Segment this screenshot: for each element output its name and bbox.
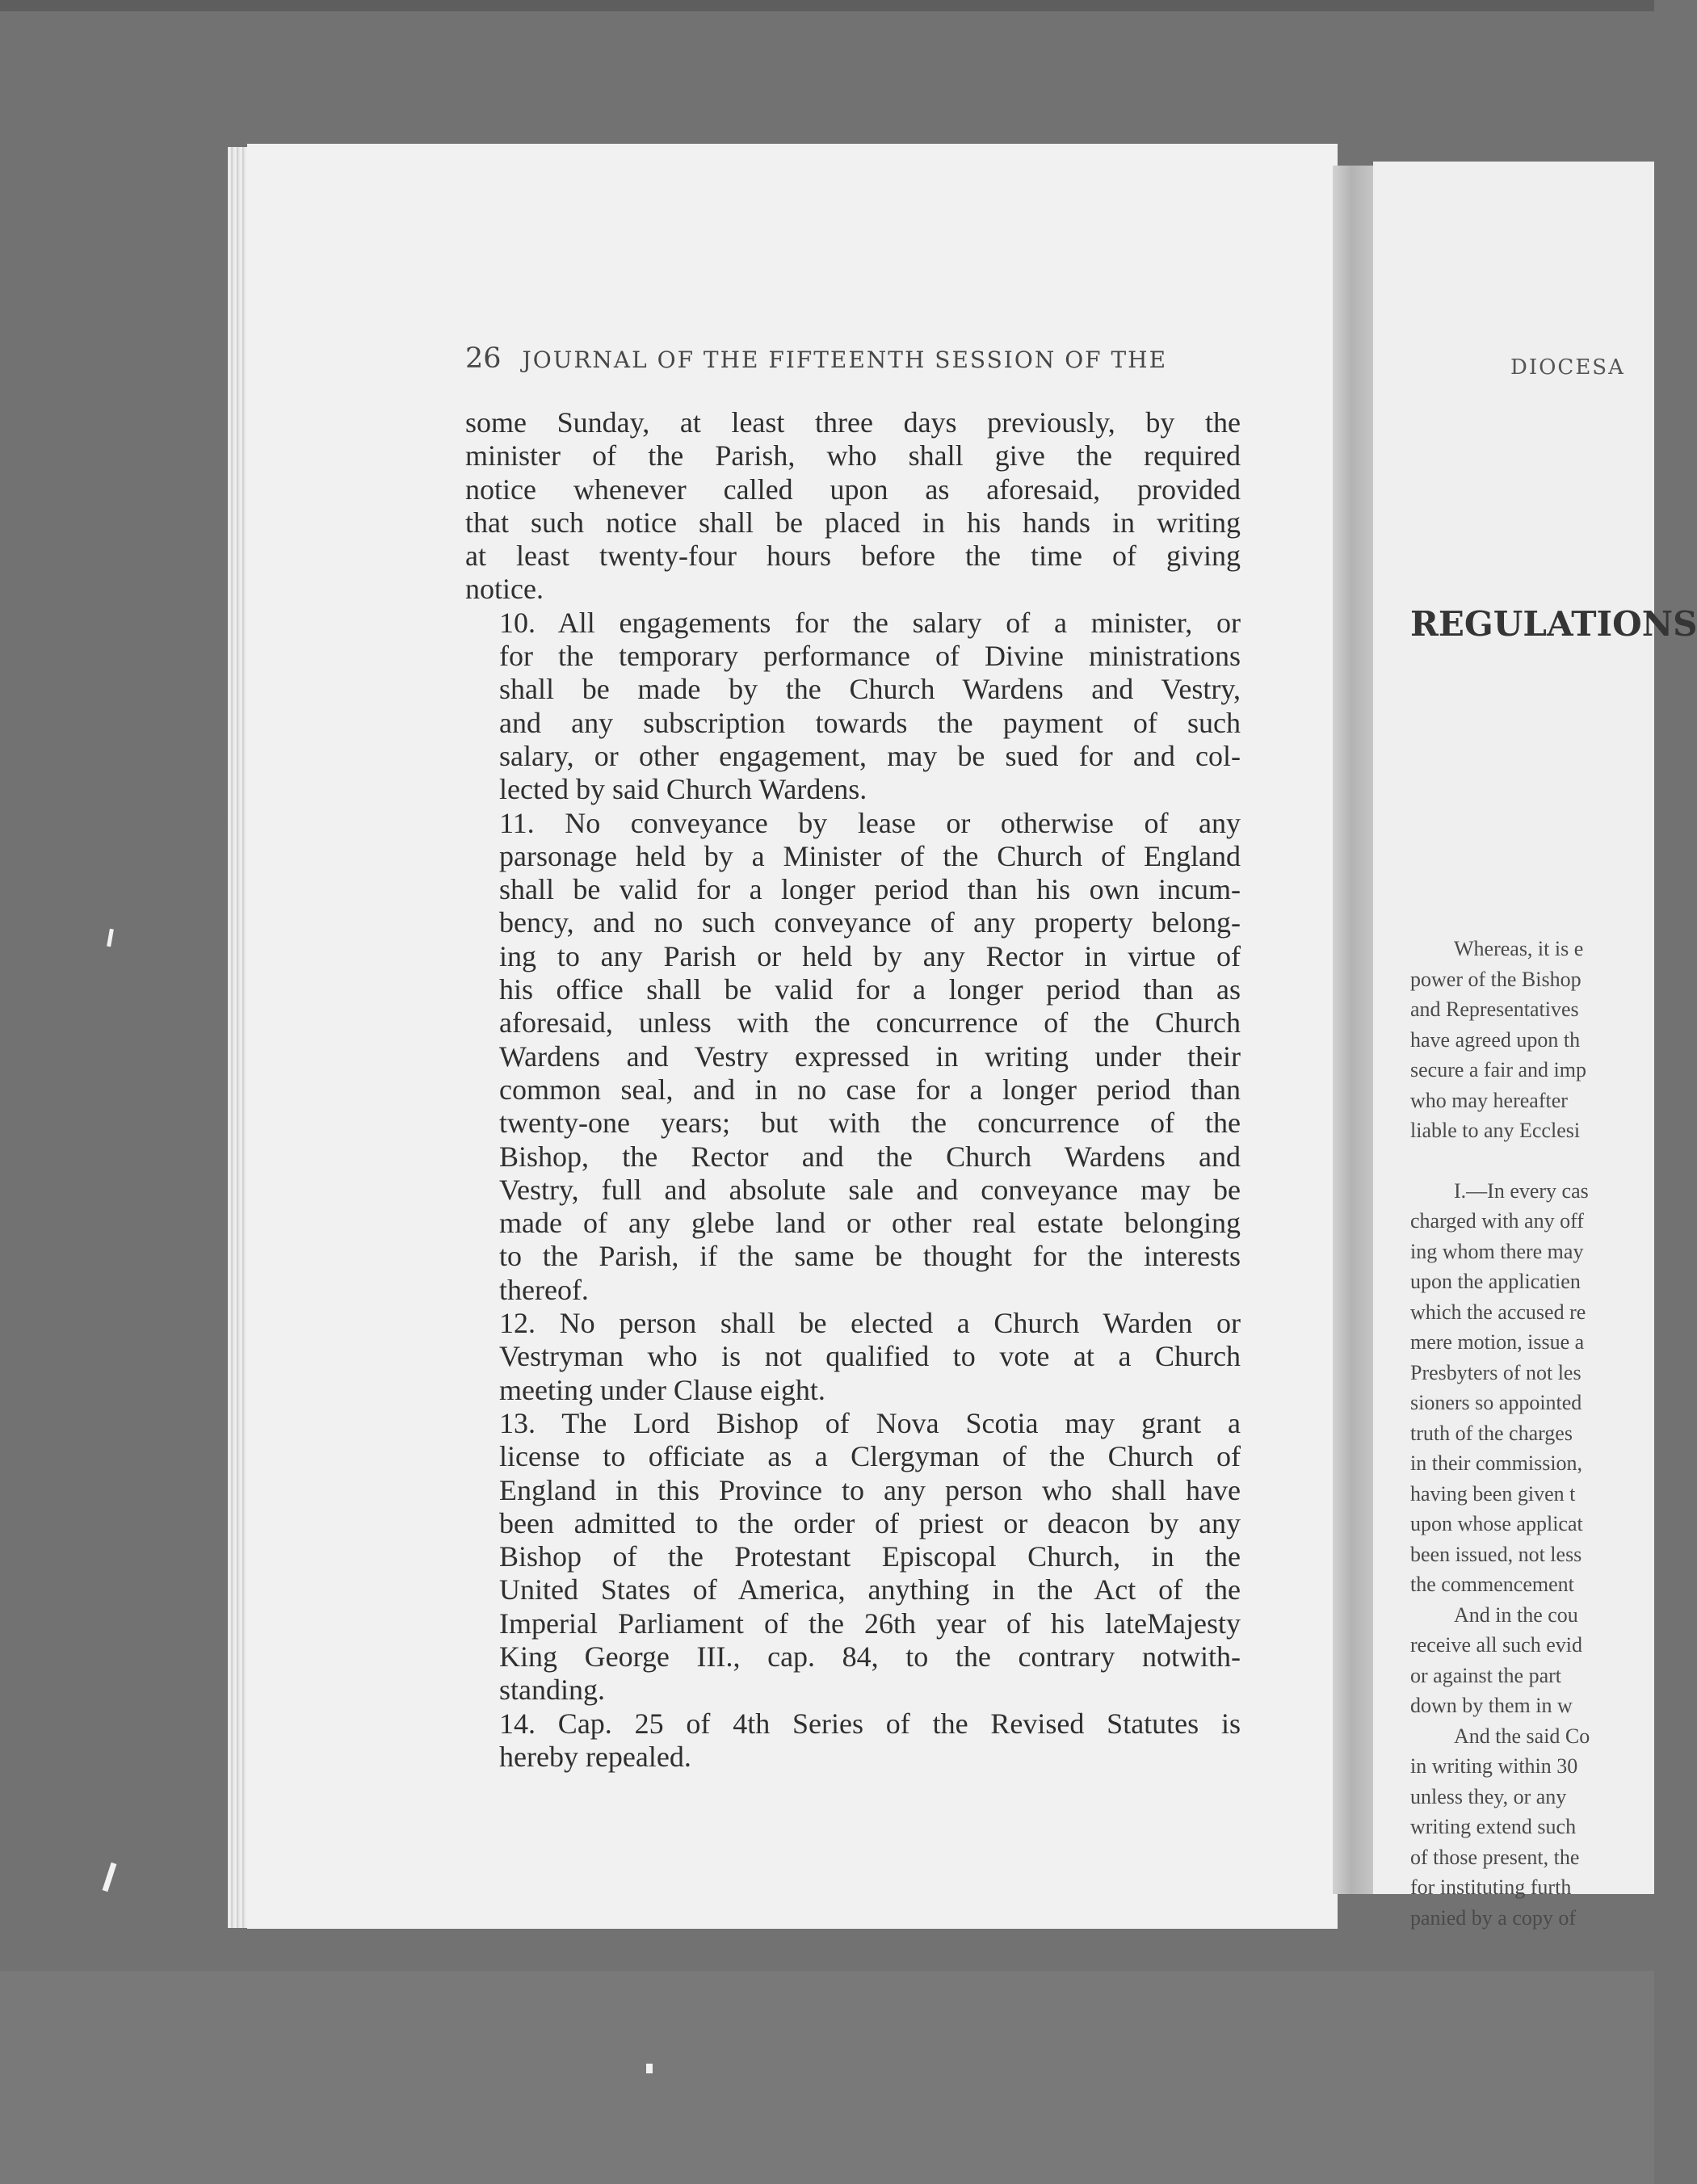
text-line: charged with any off: [1410, 1209, 1584, 1233]
regulations-title: REGULATIONS: [1410, 604, 1697, 644]
text-line: standing.: [499, 1674, 605, 1707]
text-line: and Representatives: [1410, 998, 1579, 1021]
text-line: truth of the charges: [1410, 1421, 1573, 1445]
text-line: Presbyters of not les: [1410, 1360, 1581, 1384]
text-line: sioners so appointed: [1410, 1391, 1582, 1414]
scanner-bed-top: [0, 0, 1654, 11]
text-line: England in this Province to any person who shall have: [499, 1473, 1241, 1506]
text-line: King George III., cap. 84, to the contrary notwith-: [499, 1640, 1241, 1673]
text-line: hereby repealed.: [499, 1740, 691, 1773]
paragraph: [465, 1307, 1241, 1407]
text-line: Vestry, full and absolute sale and conveyance may be: [499, 1173, 1241, 1206]
right-page: [1373, 162, 1697, 1930]
text-line: aforesaid, unless with the concurrence of the Church: [499, 1006, 1241, 1040]
text-line: for the temporary performance of Divine ministrations: [499, 640, 1241, 673]
left-page-body: [465, 406, 1241, 1774]
text-line: 11. No conveyance by lease or otherwise of any: [499, 806, 1241, 839]
text-line: Vestryman who is not qualified to vote at a Church: [499, 1340, 1241, 1373]
text-line: mere motion, issue a: [1410, 1330, 1585, 1354]
text-line: 14. Cap. 25 of 4th Series of the Revised Statutes is: [499, 1707, 1241, 1740]
text-line: receive all such evid: [1410, 1633, 1582, 1657]
text-line: secure a fair and imp: [1410, 1058, 1587, 1082]
dust-speck: [103, 1863, 117, 1892]
text-line: And in the cou: [1454, 1602, 1578, 1627]
text-line: made of any glebe land or other real estate belonging: [499, 1207, 1241, 1240]
text-line: liable to any Ecclesi: [1410, 1119, 1581, 1142]
text-line: notice.: [465, 573, 544, 606]
left-running-head: [465, 342, 1241, 375]
paragraph: [465, 1407, 1241, 1707]
text-line: writing extend such: [1410, 1815, 1577, 1838]
dust-speck: [107, 929, 114, 947]
text-line: license to officiate as a Clergyman of the Church of: [499, 1440, 1241, 1473]
text-line: 13. The Lord Bishop of Nova Scotia may grant a: [499, 1406, 1241, 1439]
text-line: unless they, or any: [1410, 1784, 1567, 1808]
text-line: lected by said Church Wardens.: [499, 773, 867, 806]
text-line: minister of the Parish, who shall give the required: [465, 439, 1241, 472]
text-line: shall be valid for a longer period than his own incum-: [499, 873, 1241, 906]
paragraph: [465, 807, 1241, 1307]
running-head-text: JOURNAL OF THE FIFTEENTH SESSION OF THE: [522, 346, 1168, 373]
text-line: panied by a copy of: [1410, 1905, 1577, 1930]
text-line: twenty-one years; but with the concurrence of the: [499, 1107, 1241, 1140]
text-line: meeting under Clause eight.: [499, 1373, 825, 1406]
text-line: in writing within 30: [1410, 1754, 1578, 1778]
paragraph-gap: [1410, 1146, 1669, 1176]
text-line: upon the applicatien: [1410, 1270, 1581, 1293]
text-line: for instituting furth: [1410, 1875, 1572, 1899]
text-line: some Sunday, at least three days previously, by the: [465, 406, 1241, 439]
text-line: down by them in w: [1410, 1694, 1573, 1717]
text-line: been issued, not less: [1410, 1542, 1582, 1566]
text-line: and any subscription towards the payment of such: [499, 706, 1241, 739]
text-line: or against the part: [1410, 1663, 1561, 1687]
text-line: United States of America, anything in the Act of the: [499, 1573, 1241, 1606]
text-line: his office shall be valid for a longer period than as: [499, 973, 1241, 1006]
text-line: bency, and no such conveyance of any property belong-: [499, 906, 1241, 939]
text-line: Imperial Parliament of the 26th year of his lateMajesty: [499, 1606, 1241, 1640]
text-line: Bishop, the Rector and the Church Wardens and: [499, 1140, 1241, 1173]
text-line: have agreed upon th: [1410, 1027, 1581, 1052]
text-line: parsonage held by a Minister of the Church of England: [499, 839, 1241, 872]
text-line: upon whose applicat: [1410, 1512, 1583, 1535]
text-line: salary, or other engagement, may be sued for and col-: [499, 739, 1241, 772]
text-line: common seal, and in no case for a longer period than: [499, 1073, 1241, 1106]
text-line: that such notice shall be placed in his hands in writing: [465, 506, 1241, 539]
text-line: 12. No person shall be elected a Church Warden or: [499, 1307, 1241, 1340]
dust-speck: [646, 2064, 653, 2073]
text-line: been admitted to the order of priest or deacon by any: [499, 1506, 1241, 1539]
text-line: notice whenever called upon as aforesaid, provided: [465, 472, 1241, 506]
text-line: And the said Co: [1454, 1724, 1590, 1748]
paragraph: [465, 406, 1241, 607]
text-line: I.—In every cas: [1454, 1178, 1589, 1203]
right-page-body: [1410, 934, 1669, 1933]
right-running-head: DIOCESA: [1510, 355, 1625, 380]
book-gutter: [1333, 166, 1375, 1894]
text-line: Wardens and Vestry expressed in writing under their: [499, 1040, 1241, 1073]
text-line: power of the Bishop: [1410, 967, 1581, 991]
text-line: the commencement: [1410, 1573, 1574, 1596]
text-line: in their commission,: [1410, 1451, 1583, 1475]
text-line: which the accused re: [1410, 1300, 1586, 1324]
text-line: having been given t: [1410, 1481, 1576, 1506]
text-line: 10. All engagements for the salary of a minister, or: [499, 606, 1241, 639]
text-line: of those present, the: [1410, 1845, 1580, 1869]
scanner-bed-bottom: [0, 1971, 1654, 2184]
text-line: to the Parish, if the same be thought for the interests: [499, 1240, 1241, 1273]
text-line: at least twenty-four hours before the time of giving: [465, 540, 1241, 573]
paragraph: [465, 1707, 1241, 1774]
text-line: Whereas, it is e: [1454, 937, 1584, 960]
text-line: ing whom there may: [1410, 1239, 1584, 1263]
page-number: 26: [465, 342, 502, 375]
paragraph: [465, 607, 1241, 807]
text-line: who may hereafter: [1410, 1088, 1568, 1112]
text-line: thereof.: [499, 1273, 589, 1306]
text-line: Bishop of the Protestant Episcopal Church, in the: [499, 1540, 1241, 1573]
text-line: shall be made by the Church Wardens and Vestry,: [499, 673, 1241, 706]
text-line: ing to any Parish or held by any Rector in virtue of: [499, 939, 1241, 972]
